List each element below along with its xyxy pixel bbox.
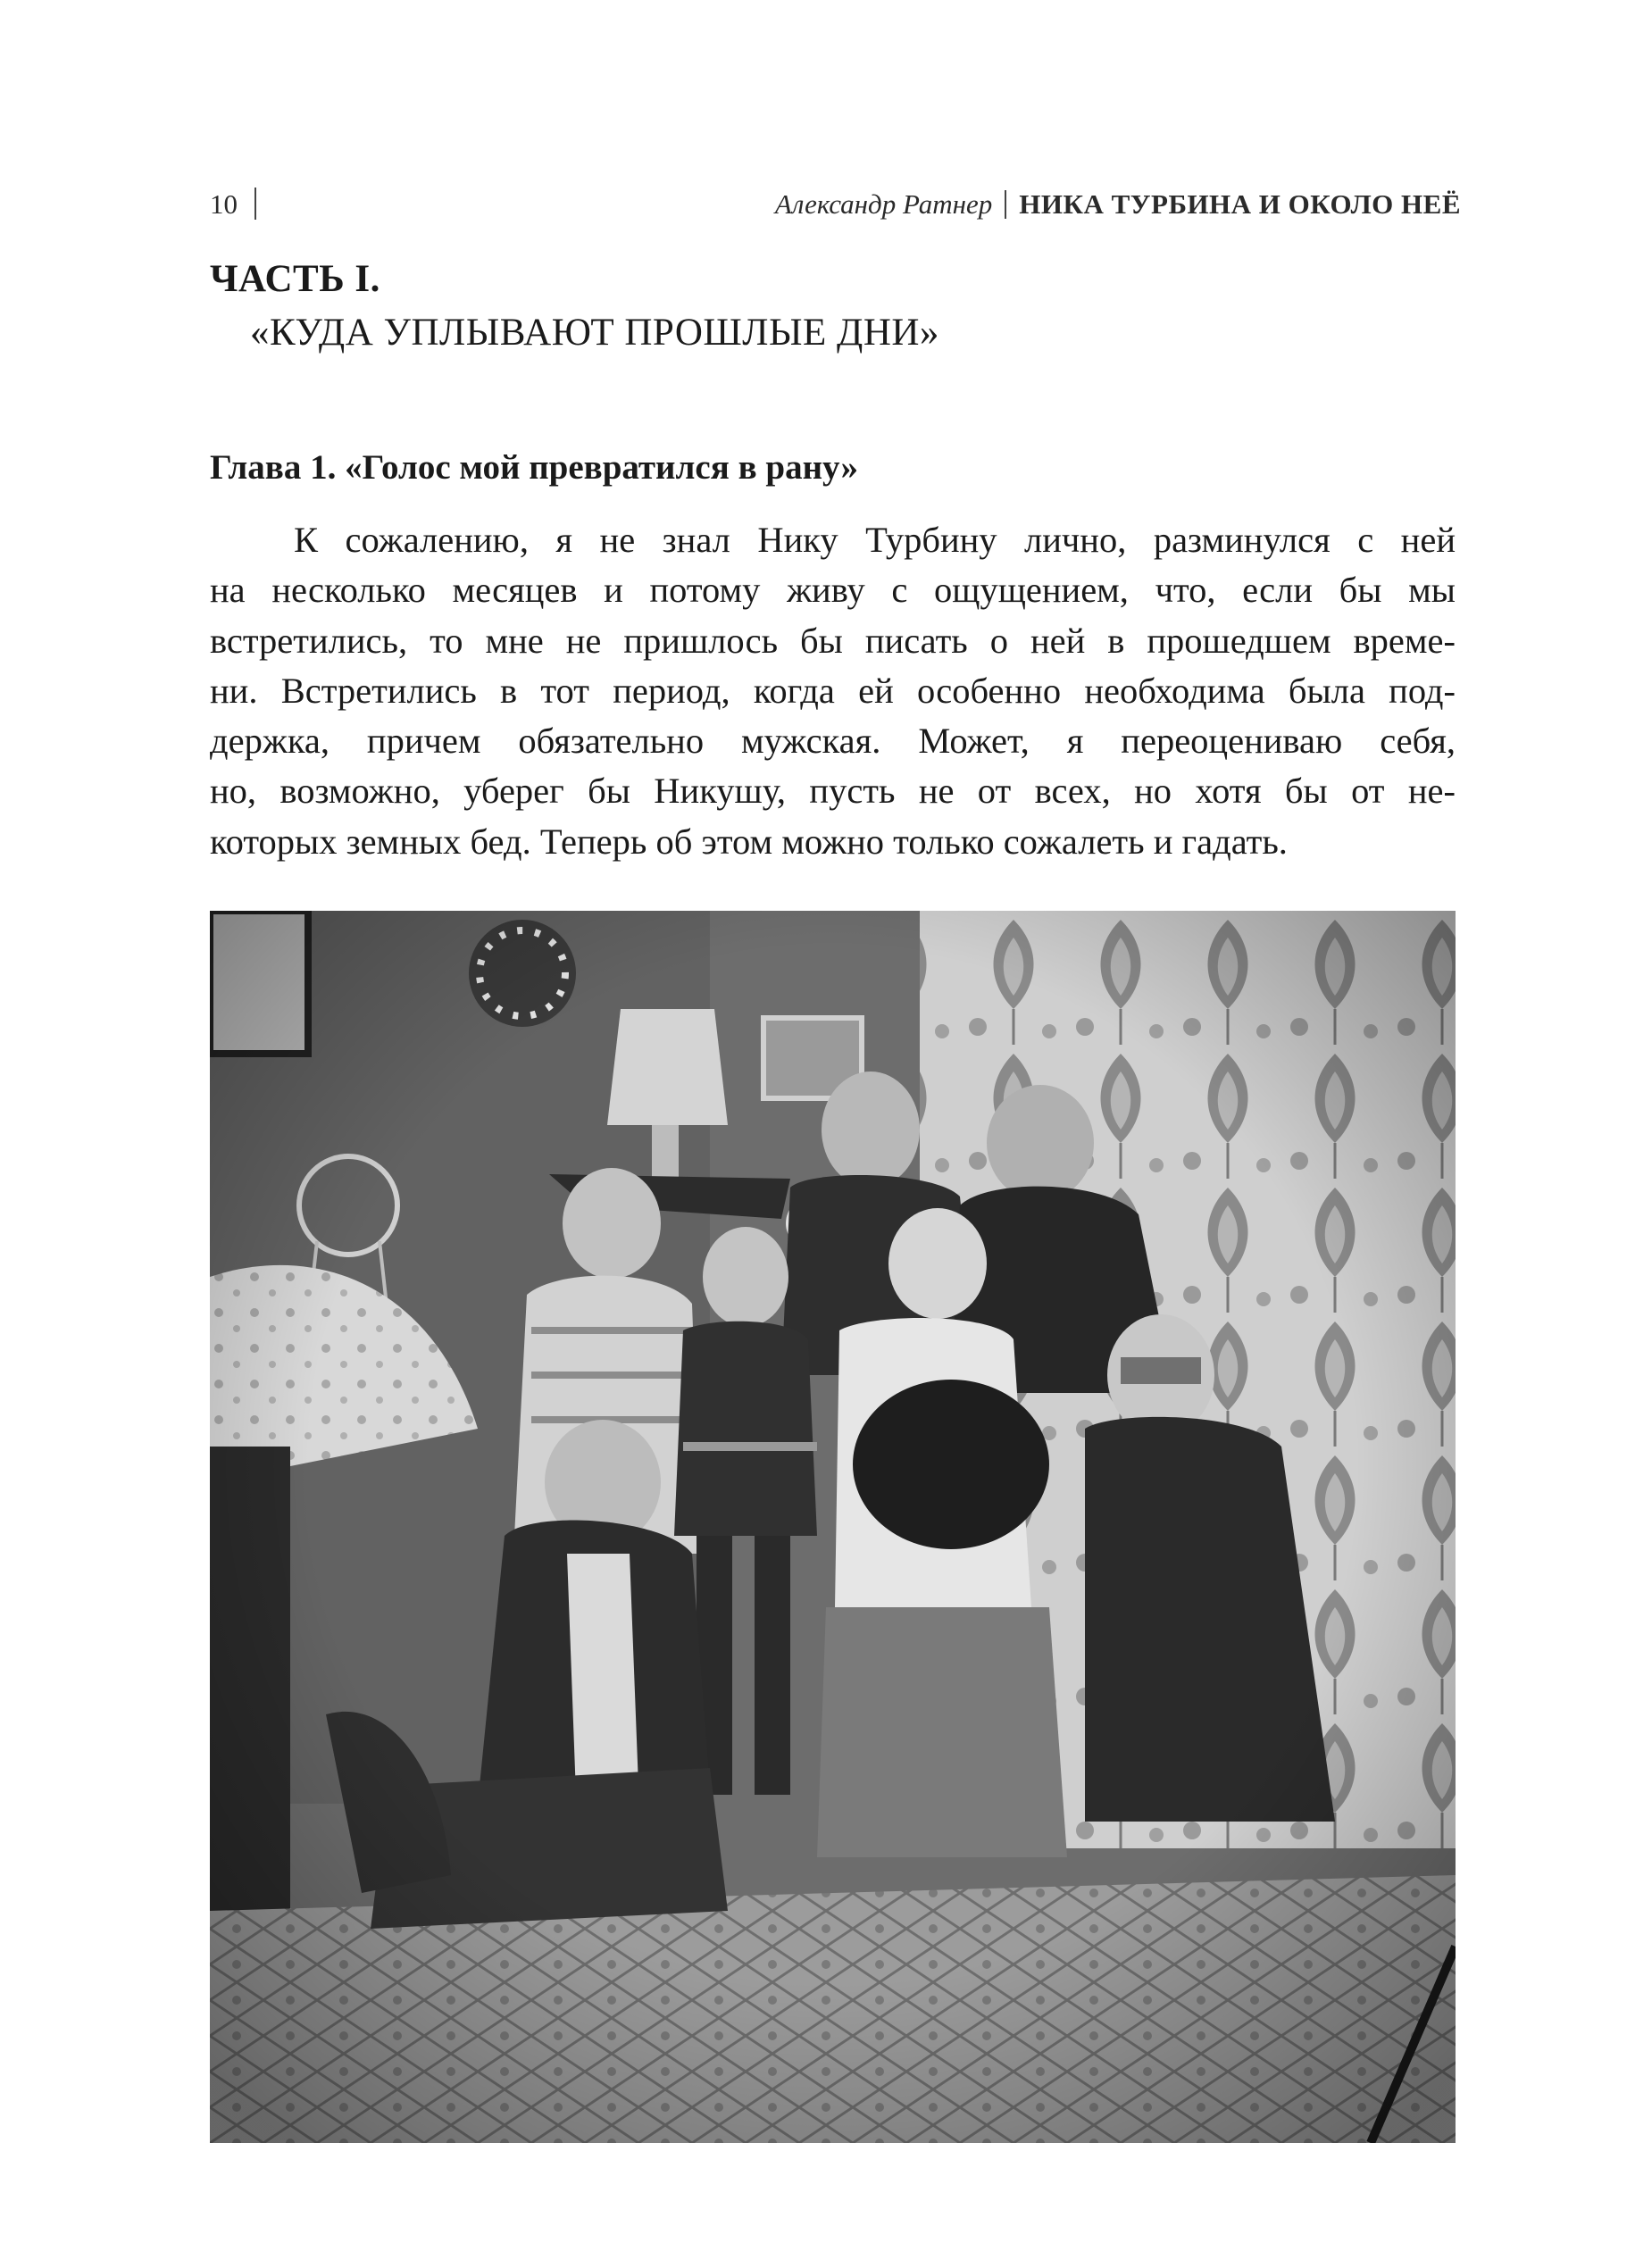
part-label: ЧАСТЬ I. [210, 258, 380, 300]
body-line: К сожалению, я не знал Нику Турбину лично, разминулся с ней [294, 520, 1456, 560]
header-book-title: НИКА ТУРБИНА И ОКОЛО НЕЁ [1019, 188, 1461, 220]
header-author: Александр Ратнер [774, 188, 993, 220]
header-divider [1005, 190, 1006, 219]
group-photo-illustration [210, 911, 1456, 2143]
header-divider [254, 188, 256, 220]
body-line: встретились, то мне не пришлось бы писать о ней в прошедшем време- [210, 620, 1456, 661]
chapter-heading: Глава 1. «Голос мой превратился в рану» [210, 448, 859, 487]
body-line: держка, причем обязательно мужская. Может, я переоцениваю себя, [210, 721, 1456, 762]
body-paragraph [210, 515, 1456, 867]
running-header-right [775, 184, 1461, 225]
body-line: ни. Встретились в тот период, когда ей особенно необходима была под- [210, 670, 1456, 711]
body-line: которых земных бед. Теперь об этом можно только сожалеть и гадать. [210, 821, 1288, 862]
body-line: на несколько месяцев и потому живу с ощущением, что, если бы мы [210, 570, 1456, 611]
part-title: «КУДА УПЛЫВАЮТ ПРОШЛЫЕ ДНИ» [250, 312, 939, 354]
page-number: 10 [210, 188, 238, 220]
group-photo [210, 911, 1456, 2143]
body-line: но, возможно, уберег бы Никушу, пусть не от всех, но хотя бы от не- [210, 771, 1456, 812]
running-header [210, 184, 1461, 225]
